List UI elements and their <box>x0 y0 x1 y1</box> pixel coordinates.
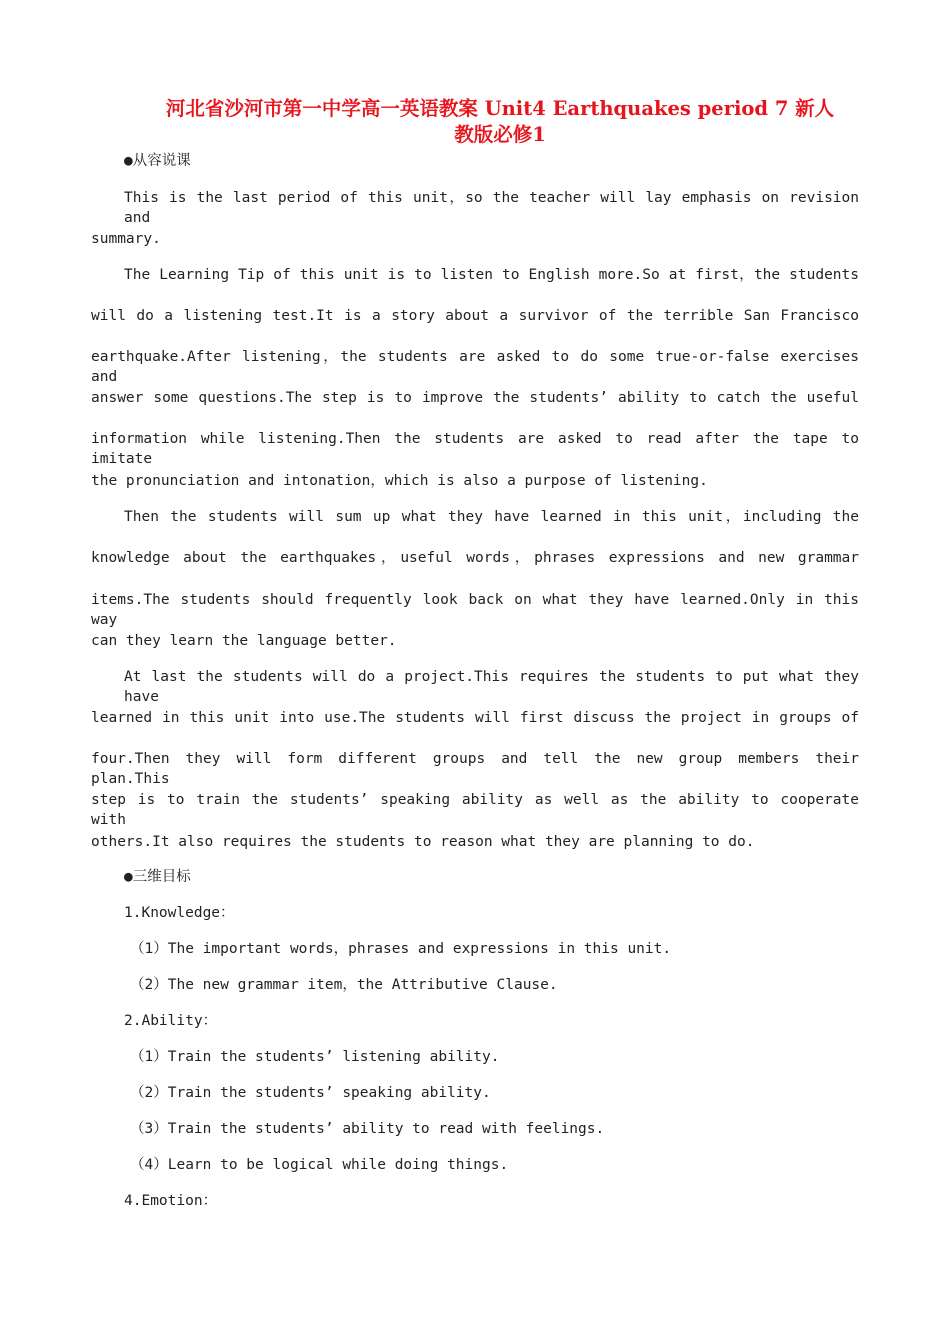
ability-label: 2.Ability： <box>124 1013 218 1029</box>
paragraph-2-line: answer some questions.The step is to improve the students’ ability to catch the useful <box>91 390 859 406</box>
document-title <box>120 96 880 148</box>
paragraph-4-line: step is to train the students’ speaking ability as well as the ability to cooperate with <box>91 792 859 828</box>
paragraph-4-line: four.Then they will form different groups and tell the new group members their plan.This <box>91 751 859 787</box>
list-item: （2）Train the students’ speaking ability. <box>130 1085 491 1101</box>
paragraph-2-line: the pronunciation and intonation，which is also a purpose of listening. <box>91 473 708 489</box>
list-item: （4）Learn to be logical while doing things. <box>130 1157 509 1173</box>
paragraph-3-line: can they learn the language better. <box>91 633 397 649</box>
list-item: （1）Train the students’ listening ability. <box>130 1049 500 1065</box>
paragraph-4-line: learned in this unit into use.The students will first discuss the project in groups of <box>91 710 859 726</box>
paragraph-3-line: Then the students will sum up what they have learned in this unit，including the <box>124 509 859 525</box>
paragraph-1-line: summary. <box>91 231 161 247</box>
paragraph-1-line: This is the last period of this unit，so the teacher will lay emphasis on revision and <box>124 190 859 226</box>
title-line-1: 河北省沙河市第一中学高一英语教案 Unit4 Earthquakes period 7 新人 <box>165 97 835 120</box>
paragraph-2-line: The Learning Tip of this unit is to listen to English more.So at first，the students <box>124 267 859 283</box>
list-item: （3）Train the students’ ability to read with feelings. <box>130 1121 605 1137</box>
list-item: （1）The important words，phrases and expressions in this unit. <box>130 941 672 957</box>
paragraph-4-line: others.It also requires the students to reason what they are planning to do. <box>91 834 755 850</box>
paragraph-2-line: information while listening.Then the students are asked to read after the tape to imitate <box>91 431 859 467</box>
section-heading-lesson-talk: ●从容说课 <box>124 153 191 169</box>
section-heading-objectives: ●三维目标 <box>124 869 191 885</box>
paragraph-3-line: knowledge about the earthquakes，useful words，phrases expressions and new grammar <box>91 550 859 566</box>
title-line-2: 教版必修1 <box>454 123 546 146</box>
paragraph-4-line: At last the students will do a project.This requires the students to put what they have <box>124 669 859 705</box>
knowledge-label: 1.Knowledge： <box>124 905 235 921</box>
emotion-label: 4.Emotion： <box>124 1193 218 1209</box>
paragraph-2-line: will do a listening test.It is a story about a survivor of the terrible San Francisco <box>91 308 859 324</box>
paragraph-2-line: earthquake.After listening，the students are asked to do some true-or-false exercises and <box>91 349 859 385</box>
list-item: （2）The new grammar item，the Attributive Clause. <box>130 977 558 993</box>
paragraph-3-line: items.The students should frequently look back on what they have learned.Only in this way <box>91 592 859 628</box>
